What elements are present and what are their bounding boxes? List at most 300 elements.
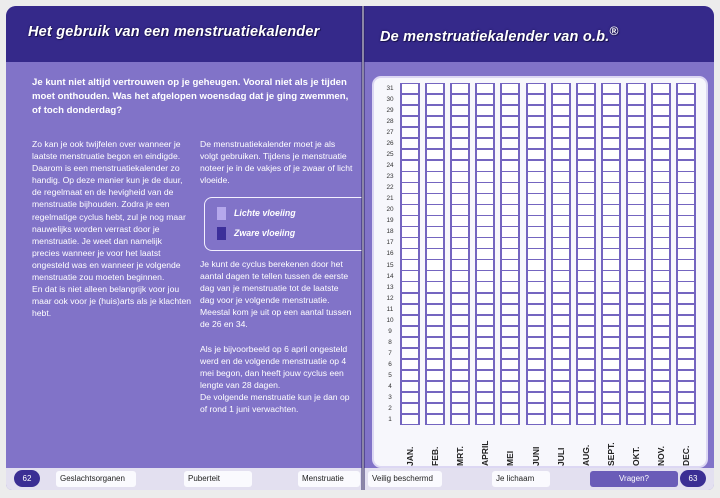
day-cell[interactable]: [653, 183, 669, 192]
day-cell[interactable]: [452, 106, 468, 115]
day-cell[interactable]: [452, 238, 468, 247]
day-cell[interactable]: [603, 106, 619, 115]
day-cell[interactable]: [427, 415, 443, 424]
day-cell[interactable]: [678, 150, 694, 159]
day-cell[interactable]: [603, 172, 619, 181]
day-cell[interactable]: [427, 260, 443, 269]
day-cell[interactable]: [653, 117, 669, 126]
day-cell[interactable]: [452, 117, 468, 126]
day-cell[interactable]: [427, 294, 443, 303]
day-cell[interactable]: [427, 360, 443, 369]
day-cell[interactable]: [427, 349, 443, 358]
day-cell[interactable]: [603, 128, 619, 137]
day-cell[interactable]: [603, 316, 619, 325]
day-cell[interactable]: [603, 282, 619, 291]
day-cell[interactable]: [452, 393, 468, 402]
day-cell[interactable]: [427, 327, 443, 336]
day-cell[interactable]: [678, 294, 694, 303]
day-cell[interactable]: [427, 227, 443, 236]
day-cell[interactable]: [452, 139, 468, 148]
day-cell[interactable]: [452, 327, 468, 336]
day-cell[interactable]: [502, 360, 518, 369]
day-cell[interactable]: [477, 95, 493, 104]
day-cell[interactable]: [452, 415, 468, 424]
day-cell[interactable]: [578, 371, 594, 380]
day-cell[interactable]: [502, 294, 518, 303]
day-cell[interactable]: [402, 349, 418, 358]
day-cell[interactable]: [528, 183, 544, 192]
day-cell[interactable]: [502, 128, 518, 137]
day-cell[interactable]: [578, 349, 594, 358]
day-cell[interactable]: [653, 238, 669, 247]
day-cell[interactable]: [628, 139, 644, 148]
day-cell[interactable]: [502, 404, 518, 413]
day-cell[interactable]: [678, 404, 694, 413]
day-cell[interactable]: [603, 238, 619, 247]
day-cell[interactable]: [603, 249, 619, 258]
day-cell[interactable]: [452, 194, 468, 203]
day-cell[interactable]: [452, 128, 468, 137]
day-cell[interactable]: [427, 106, 443, 115]
day-cell[interactable]: [603, 183, 619, 192]
day-cell[interactable]: [427, 393, 443, 402]
day-cell[interactable]: [402, 294, 418, 303]
day-cell[interactable]: [402, 404, 418, 413]
day-cell[interactable]: [603, 84, 619, 93]
day-cell[interactable]: [678, 349, 694, 358]
day-cell[interactable]: [553, 205, 569, 214]
day-cell[interactable]: [578, 106, 594, 115]
day-cell[interactable]: [553, 338, 569, 347]
day-cell[interactable]: [553, 106, 569, 115]
day-cell[interactable]: [528, 139, 544, 148]
day-cell[interactable]: [402, 371, 418, 380]
day-cell[interactable]: [452, 371, 468, 380]
day-cell[interactable]: [502, 271, 518, 280]
day-cell[interactable]: [427, 183, 443, 192]
day-cell[interactable]: [653, 150, 669, 159]
day-cell[interactable]: [452, 95, 468, 104]
day-cell[interactable]: [427, 194, 443, 203]
day-cell[interactable]: [628, 249, 644, 258]
tab-veilig-beschermd[interactable]: Veilig beschermd: [368, 471, 442, 487]
day-cell[interactable]: [653, 271, 669, 280]
day-cell[interactable]: [553, 249, 569, 258]
day-cell[interactable]: [678, 95, 694, 104]
day-cell[interactable]: [578, 294, 594, 303]
day-cell[interactable]: [578, 216, 594, 225]
day-cell[interactable]: [477, 128, 493, 137]
day-cell[interactable]: [402, 393, 418, 402]
day-cell[interactable]: [502, 382, 518, 391]
day-cell[interactable]: [477, 260, 493, 269]
day-cell[interactable]: [528, 95, 544, 104]
tab-geslachtsorganen[interactable]: Geslachtsorganen: [56, 471, 136, 487]
day-cell[interactable]: [452, 249, 468, 258]
day-cell[interactable]: [528, 294, 544, 303]
day-cell[interactable]: [603, 294, 619, 303]
day-cell[interactable]: [502, 338, 518, 347]
day-cell[interactable]: [402, 260, 418, 269]
day-cell[interactable]: [528, 382, 544, 391]
day-cell[interactable]: [427, 128, 443, 137]
day-cell[interactable]: [553, 227, 569, 236]
day-cell[interactable]: [402, 238, 418, 247]
day-cell[interactable]: [628, 349, 644, 358]
day-cell[interactable]: [678, 139, 694, 148]
day-cell[interactable]: [603, 382, 619, 391]
day-cell[interactable]: [628, 294, 644, 303]
day-cell[interactable]: [477, 205, 493, 214]
day-cell[interactable]: [553, 349, 569, 358]
day-cell[interactable]: [427, 205, 443, 214]
day-cell[interactable]: [502, 194, 518, 203]
day-cell[interactable]: [603, 117, 619, 126]
day-cell[interactable]: [653, 106, 669, 115]
day-cell[interactable]: [502, 327, 518, 336]
day-cell[interactable]: [653, 139, 669, 148]
day-cell[interactable]: [653, 227, 669, 236]
day-cell[interactable]: [502, 393, 518, 402]
day-cell[interactable]: [477, 338, 493, 347]
day-cell[interactable]: [678, 338, 694, 347]
day-cell[interactable]: [427, 338, 443, 347]
day-cell[interactable]: [678, 260, 694, 269]
day-cell[interactable]: [502, 84, 518, 93]
day-cell[interactable]: [678, 271, 694, 280]
day-cell[interactable]: [477, 150, 493, 159]
day-cell[interactable]: [678, 282, 694, 291]
day-cell[interactable]: [427, 161, 443, 170]
day-cell[interactable]: [628, 316, 644, 325]
day-cell[interactable]: [553, 271, 569, 280]
day-cell[interactable]: [678, 238, 694, 247]
day-cell[interactable]: [678, 128, 694, 137]
tab-vragen[interactable]: Vragen?: [590, 471, 678, 487]
day-cell[interactable]: [528, 271, 544, 280]
day-cell[interactable]: [578, 327, 594, 336]
day-cell[interactable]: [427, 305, 443, 314]
day-cell[interactable]: [502, 172, 518, 181]
day-cell[interactable]: [553, 294, 569, 303]
day-cell[interactable]: [578, 172, 594, 181]
day-cell[interactable]: [628, 327, 644, 336]
day-cell[interactable]: [402, 327, 418, 336]
day-cell[interactable]: [678, 172, 694, 181]
day-cell[interactable]: [553, 371, 569, 380]
day-cell[interactable]: [528, 194, 544, 203]
day-cell[interactable]: [477, 117, 493, 126]
day-cell[interactable]: [477, 106, 493, 115]
day-cell[interactable]: [502, 139, 518, 148]
day-cell[interactable]: [653, 282, 669, 291]
day-cell[interactable]: [528, 360, 544, 369]
day-cell[interactable]: [578, 117, 594, 126]
day-cell[interactable]: [653, 84, 669, 93]
day-cell[interactable]: [578, 95, 594, 104]
day-cell[interactable]: [578, 338, 594, 347]
day-cell[interactable]: [678, 84, 694, 93]
day-cell[interactable]: [653, 194, 669, 203]
day-cell[interactable]: [452, 271, 468, 280]
day-cell[interactable]: [603, 150, 619, 159]
day-cell[interactable]: [452, 338, 468, 347]
day-cell[interactable]: [528, 205, 544, 214]
day-cell[interactable]: [653, 371, 669, 380]
day-cell[interactable]: [477, 139, 493, 148]
day-cell[interactable]: [477, 382, 493, 391]
day-cell[interactable]: [402, 205, 418, 214]
day-cell[interactable]: [578, 128, 594, 137]
day-cell[interactable]: [678, 161, 694, 170]
day-cell[interactable]: [402, 183, 418, 192]
day-cell[interactable]: [502, 150, 518, 159]
day-cell[interactable]: [528, 393, 544, 402]
day-cell[interactable]: [402, 128, 418, 137]
day-cell[interactable]: [528, 338, 544, 347]
day-cell[interactable]: [452, 305, 468, 314]
day-cell[interactable]: [452, 260, 468, 269]
day-cell[interactable]: [477, 183, 493, 192]
day-cell[interactable]: [553, 84, 569, 93]
day-cell[interactable]: [528, 260, 544, 269]
day-cell[interactable]: [477, 282, 493, 291]
day-cell[interactable]: [678, 205, 694, 214]
day-cell[interactable]: [628, 172, 644, 181]
day-cell[interactable]: [502, 282, 518, 291]
day-cell[interactable]: [528, 216, 544, 225]
day-cell[interactable]: [528, 84, 544, 93]
day-cell[interactable]: [553, 316, 569, 325]
day-cell[interactable]: [628, 305, 644, 314]
day-cell[interactable]: [402, 316, 418, 325]
day-cell[interactable]: [402, 150, 418, 159]
day-cell[interactable]: [427, 117, 443, 126]
day-cell[interactable]: [402, 227, 418, 236]
day-cell[interactable]: [528, 106, 544, 115]
day-cell[interactable]: [678, 360, 694, 369]
day-cell[interactable]: [452, 216, 468, 225]
day-cell[interactable]: [628, 227, 644, 236]
day-cell[interactable]: [653, 128, 669, 137]
day-cell[interactable]: [427, 382, 443, 391]
day-cell[interactable]: [528, 117, 544, 126]
day-cell[interactable]: [477, 161, 493, 170]
day-cell[interactable]: [653, 95, 669, 104]
day-cell[interactable]: [477, 194, 493, 203]
day-cell[interactable]: [402, 139, 418, 148]
day-cell[interactable]: [553, 260, 569, 269]
day-cell[interactable]: [402, 282, 418, 291]
day-cell[interactable]: [452, 349, 468, 358]
day-cell[interactable]: [628, 84, 644, 93]
day-cell[interactable]: [427, 150, 443, 159]
day-cell[interactable]: [402, 216, 418, 225]
day-cell[interactable]: [653, 205, 669, 214]
day-cell[interactable]: [402, 194, 418, 203]
day-cell[interactable]: [528, 404, 544, 413]
day-cell[interactable]: [452, 183, 468, 192]
day-cell[interactable]: [427, 282, 443, 291]
day-cell[interactable]: [603, 227, 619, 236]
day-cell[interactable]: [528, 249, 544, 258]
day-cell[interactable]: [603, 327, 619, 336]
day-cell[interactable]: [452, 404, 468, 413]
day-cell[interactable]: [502, 183, 518, 192]
day-cell[interactable]: [628, 282, 644, 291]
day-cell[interactable]: [603, 161, 619, 170]
day-cell[interactable]: [502, 260, 518, 269]
day-cell[interactable]: [653, 382, 669, 391]
day-cell[interactable]: [603, 260, 619, 269]
day-cell[interactable]: [653, 415, 669, 424]
day-cell[interactable]: [603, 415, 619, 424]
day-cell[interactable]: [528, 161, 544, 170]
day-cell[interactable]: [578, 271, 594, 280]
day-cell[interactable]: [402, 161, 418, 170]
day-cell[interactable]: [578, 183, 594, 192]
day-cell[interactable]: [578, 227, 594, 236]
day-cell[interactable]: [578, 382, 594, 391]
day-cell[interactable]: [528, 128, 544, 137]
day-cell[interactable]: [678, 249, 694, 258]
day-cell[interactable]: [452, 161, 468, 170]
day-cell[interactable]: [678, 382, 694, 391]
day-cell[interactable]: [502, 117, 518, 126]
day-cell[interactable]: [628, 360, 644, 369]
day-cell[interactable]: [402, 106, 418, 115]
day-cell[interactable]: [528, 327, 544, 336]
day-cell[interactable]: [427, 249, 443, 258]
day-cell[interactable]: [578, 249, 594, 258]
day-cell[interactable]: [477, 415, 493, 424]
day-cell[interactable]: [653, 305, 669, 314]
day-cell[interactable]: [502, 205, 518, 214]
day-cell[interactable]: [477, 238, 493, 247]
day-cell[interactable]: [502, 249, 518, 258]
day-cell[interactable]: [578, 393, 594, 402]
day-cell[interactable]: [553, 360, 569, 369]
day-cell[interactable]: [427, 216, 443, 225]
day-cell[interactable]: [603, 305, 619, 314]
day-cell[interactable]: [477, 393, 493, 402]
day-cell[interactable]: [678, 327, 694, 336]
day-cell[interactable]: [528, 316, 544, 325]
day-cell[interactable]: [678, 216, 694, 225]
day-cell[interactable]: [502, 238, 518, 247]
day-cell[interactable]: [502, 216, 518, 225]
day-cell[interactable]: [628, 150, 644, 159]
day-cell[interactable]: [477, 227, 493, 236]
day-cell[interactable]: [553, 393, 569, 402]
day-cell[interactable]: [427, 316, 443, 325]
day-cell[interactable]: [603, 393, 619, 402]
day-cell[interactable]: [553, 161, 569, 170]
day-cell[interactable]: [502, 161, 518, 170]
day-cell[interactable]: [452, 360, 468, 369]
day-cell[interactable]: [402, 249, 418, 258]
day-cell[interactable]: [578, 84, 594, 93]
day-cell[interactable]: [653, 393, 669, 402]
day-cell[interactable]: [452, 294, 468, 303]
day-cell[interactable]: [477, 316, 493, 325]
day-cell[interactable]: [678, 117, 694, 126]
day-cell[interactable]: [477, 216, 493, 225]
day-cell[interactable]: [427, 95, 443, 104]
day-cell[interactable]: [653, 161, 669, 170]
day-cell[interactable]: [502, 349, 518, 358]
day-cell[interactable]: [528, 150, 544, 159]
day-cell[interactable]: [502, 95, 518, 104]
day-cell[interactable]: [477, 404, 493, 413]
day-cell[interactable]: [578, 194, 594, 203]
day-cell[interactable]: [528, 172, 544, 181]
day-cell[interactable]: [427, 172, 443, 181]
day-cell[interactable]: [578, 282, 594, 291]
day-cell[interactable]: [653, 216, 669, 225]
day-cell[interactable]: [653, 338, 669, 347]
day-cell[interactable]: [402, 271, 418, 280]
day-cell[interactable]: [578, 205, 594, 214]
day-cell[interactable]: [653, 349, 669, 358]
day-cell[interactable]: [628, 117, 644, 126]
day-cell[interactable]: [427, 371, 443, 380]
day-cell[interactable]: [678, 194, 694, 203]
day-cell[interactable]: [553, 139, 569, 148]
day-cell[interactable]: [452, 84, 468, 93]
day-cell[interactable]: [477, 172, 493, 181]
day-cell[interactable]: [402, 84, 418, 93]
day-cell[interactable]: [553, 305, 569, 314]
day-cell[interactable]: [603, 360, 619, 369]
day-cell[interactable]: [578, 150, 594, 159]
day-cell[interactable]: [628, 194, 644, 203]
day-cell[interactable]: [452, 382, 468, 391]
day-cell[interactable]: [477, 305, 493, 314]
day-cell[interactable]: [402, 172, 418, 181]
day-cell[interactable]: [678, 183, 694, 192]
day-cell[interactable]: [578, 260, 594, 269]
day-cell[interactable]: [452, 227, 468, 236]
day-cell[interactable]: [528, 282, 544, 291]
day-cell[interactable]: [603, 404, 619, 413]
day-cell[interactable]: [578, 161, 594, 170]
day-cell[interactable]: [452, 150, 468, 159]
day-cell[interactable]: [678, 415, 694, 424]
day-cell[interactable]: [553, 194, 569, 203]
day-cell[interactable]: [603, 205, 619, 214]
day-cell[interactable]: [502, 415, 518, 424]
day-cell[interactable]: [678, 316, 694, 325]
day-cell[interactable]: [628, 404, 644, 413]
day-cell[interactable]: [628, 415, 644, 424]
day-cell[interactable]: [553, 117, 569, 126]
day-cell[interactable]: [528, 371, 544, 380]
tab-je-lichaam[interactable]: Je lichaam: [492, 471, 550, 487]
day-cell[interactable]: [528, 238, 544, 247]
day-cell[interactable]: [502, 227, 518, 236]
day-cell[interactable]: [578, 305, 594, 314]
day-cell[interactable]: [553, 282, 569, 291]
day-cell[interactable]: [553, 327, 569, 336]
day-cell[interactable]: [578, 139, 594, 148]
day-cell[interactable]: [553, 172, 569, 181]
day-cell[interactable]: [553, 128, 569, 137]
day-cell[interactable]: [402, 338, 418, 347]
day-cell[interactable]: [603, 216, 619, 225]
day-cell[interactable]: [603, 139, 619, 148]
day-cell[interactable]: [628, 271, 644, 280]
